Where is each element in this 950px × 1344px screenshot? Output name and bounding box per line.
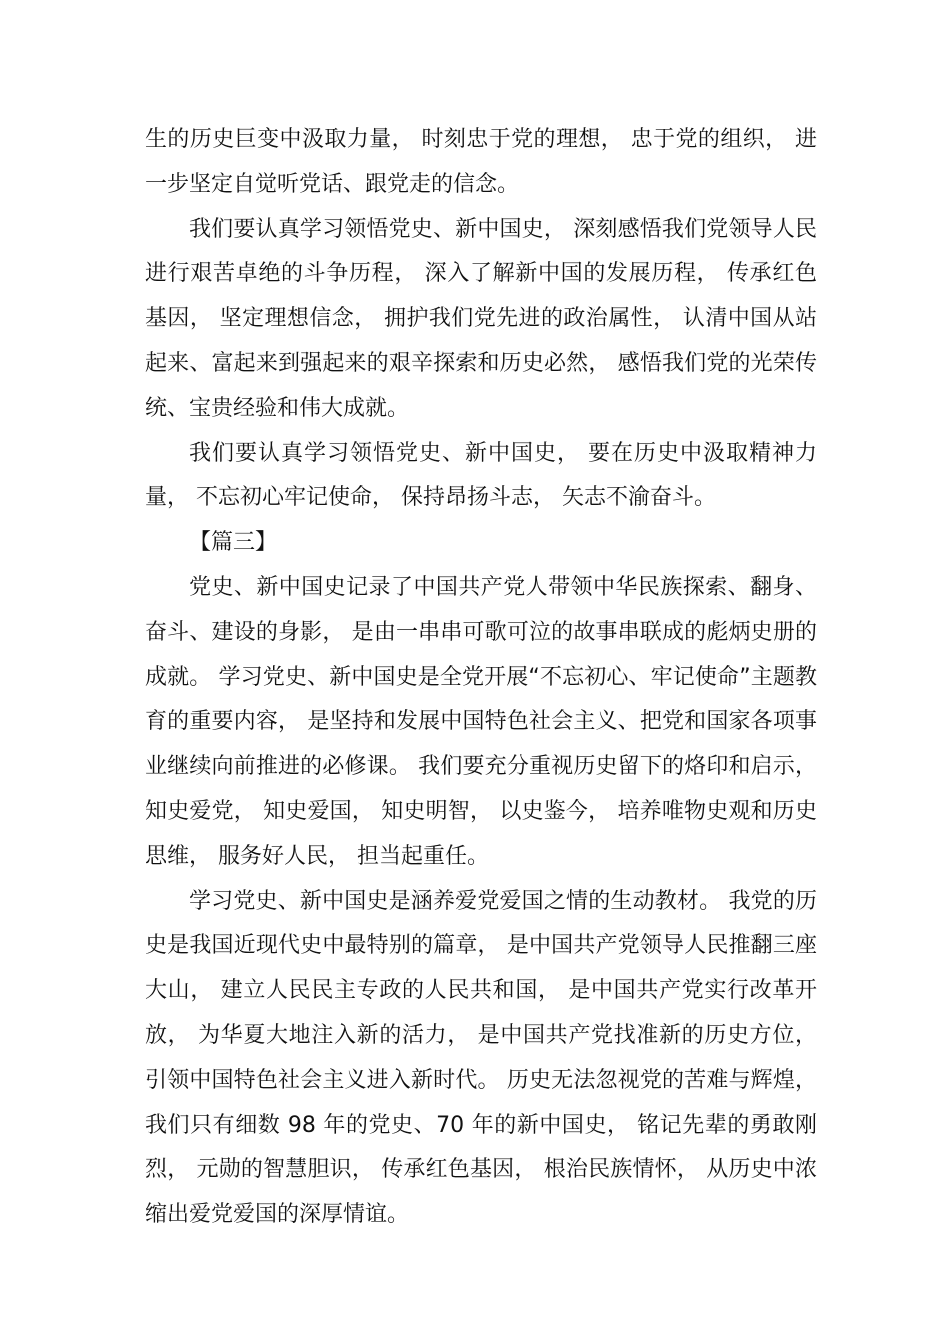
section-heading: 【篇三】 [189, 530, 278, 556]
paragraph-study-history-2: 我们要认真学习领悟党史、新中国史， 要在历史中汲取精神力量， 不忘初心牢记使命， 保持昂扬斗志， 矢志不渝奋斗。 [145, 440, 817, 511]
paragraph-section-three-2: 学习党史、新中国史是涵养爱党爱国之情的生动教材。 我党的历史是我国近现代史中最特别的篇章， 是中国共产党领导人民推翻三座大山， 建立人民民主专政的人民共和国， 是中国共产党实行改革开放， 为华夏大地注入新的活力， 是中国共产党找准新的历史方位， 引领中国特色社会主义进入新时代。 历史无法忽视党的苦难与辉煌， 我们只有细数 98 年的党史、70 年的新中国史， 铭记先辈的勇敢刚烈， 元勋的智慧胆识， 传承红色基因， 根治民族情怀， 从历史中浓缩出爱党爱国的深厚情谊。 [145, 888, 824, 1228]
paragraph-section-three-1: 党史、新中国史记录了中国共产党人带领中华民族探索、翻身、奋斗、建设的身影， 是由一串串可歌可泣的故事串联成的彪炳史册的成就。 学习党史、新中国史是全党开展“不忘初心、牢记使命”主题教育的重要内容， 是坚持和发展中国特色社会主义、把党和国家各项事业继续向前推进的必修课。 我们要充分重视历史留下的烙印和启示， 知史爱党， 知史爱国， 知史明智， 以史鉴今， 培养唯物史观和历史思维， 服务好人民， 担当起重任。 [145, 574, 824, 869]
document-page [145, 118, 824, 1238]
paragraph-continuation: 生的历史巨变中汲取力量， 时刻忠于党的理想， 忠于党的组织， 进一步坚定自觉听党话、跟党走的信念。 [145, 127, 817, 197]
paragraph-study-history-1: 我们要认真学习领悟党史、新中国史， 深刻感悟我们党领导人民进行艰苦卓绝的斗争历程， 深入了解新中国的发展历程， 传承红色基因， 坚定理想信念， 拥护我们党先进的政治属性， 认清中国从站起来、富起来到强起来的艰辛探索和历史必然， 感悟我们党的光荣传统、宝贵经验和伟大成就。 [145, 216, 817, 421]
